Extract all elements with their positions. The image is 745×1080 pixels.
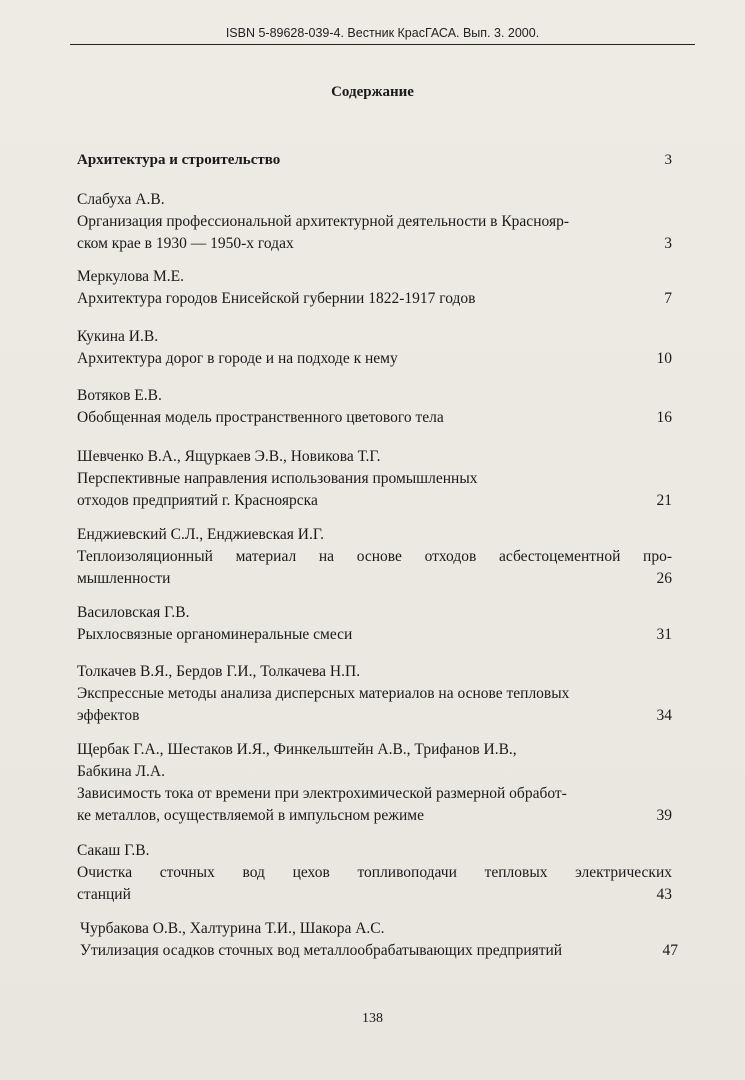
entry-page-number: 39 [656,807,672,824]
toc-entry [77,840,672,906]
entry-authors: Василовская Г.В. [77,604,190,621]
entry-page-number: 31 [656,626,672,643]
page-title: Содержание [331,84,414,100]
entry-title-line: мышленности [77,570,171,587]
toc-entry [77,446,672,512]
toc-entry [77,326,672,370]
entry-title-line: Архитектура дорог в городе и на подходе к нему [77,350,398,367]
toc-entry [77,189,672,255]
entry-page-number: 10 [656,350,672,367]
entry-title-line: Экспрессные методы анализа дисперсных материалов на основе тепловых [77,685,570,702]
section-heading [77,149,672,171]
entry-title-line: ском крае в 1930 — 1950-х годах [77,235,294,252]
toc-entry [77,266,672,310]
entry-authors: Шевченко В.А., Ящуркаев Э.В., Новикова Т.Г. [77,448,381,465]
entry-authors: Вотяков Е.В. [77,387,162,404]
entry-title-line: Организация профессиональной архитектурной деятельности в Краснояр- [77,213,569,230]
entry-page-number: 3 [664,235,672,252]
entry-title-line: станций [77,886,131,903]
entry-authors: Слабуха А.В. [77,191,165,208]
entry-authors: Кукина И.В. [77,328,159,345]
entry-title-line: Очистка сточных вод цехов топливоподачи тепловых электрических [77,864,672,881]
toc-entry [77,739,672,827]
entry-page-number: 26 [656,570,672,587]
entry-authors-continued: Бабкина Л.А. [77,763,165,780]
section-label: Архитектура и строительство [77,152,281,168]
toc-entry [77,524,672,590]
entry-authors: Енджиевский С.Л., Енджиевская И.Г. [77,526,324,543]
toc-entry [77,602,672,646]
entry-title-line: отходов предприятий г. Красноярска [77,492,318,509]
entry-page-number: 7 [664,290,672,307]
entry-title-line: Рыхлосвязные органоминеральные смеси [77,626,353,643]
section-page-number: 3 [664,152,672,168]
toc-entry [80,918,678,962]
entry-authors: Толкачев В.Я., Бердов Г.И., Толкачева Н.П. [77,663,361,680]
entry-page-number: 47 [662,942,678,959]
toc-entry [77,661,672,727]
entry-authors: Меркулова М.Е. [77,268,184,285]
page-number-footer: 138 [362,1011,383,1026]
entry-authors: Щербак Г.А., Шестаков И.Я., Финкельштейн А.В., Трифанов И.В., [77,741,517,758]
entry-page-number: 16 [656,409,672,426]
entry-title-line: ке металлов, осуществляемой в импульсном режиме [77,807,424,824]
toc-entry [77,385,672,429]
entry-title-line: эффектов [77,707,140,724]
entry-title-line: Архитектура городов Енисейской губернии 1822-1917 годов [77,290,476,307]
entry-title-line: Обобщенная модель пространственного цветового тела [77,409,444,426]
entry-title-line: Перспективные направления использования промышленных [77,470,478,487]
entry-page-number: 43 [656,886,672,903]
entry-title-line: Зависимость тока от времени при электрохимической размерной обработ- [77,785,567,802]
running-header: ISBN 5-89628-039-4. Вестник КрасГАСА. Вып. 3. 2000. [225,26,540,40]
header-rule [70,44,695,45]
entry-authors: Сакаш Г.В. [77,842,150,859]
entry-title-line: Утилизация осадков сточных вод металлообрабатывающих предприятий [80,942,563,959]
entry-authors: Чурбакова О.В., Халтурина Т.И., Шакора А.С. [80,920,385,937]
entry-title-line: Теплоизоляционный материал на основе отходов асбестоцементной про- [77,548,672,565]
entry-page-number: 34 [656,707,672,724]
entry-page-number: 21 [656,492,672,509]
